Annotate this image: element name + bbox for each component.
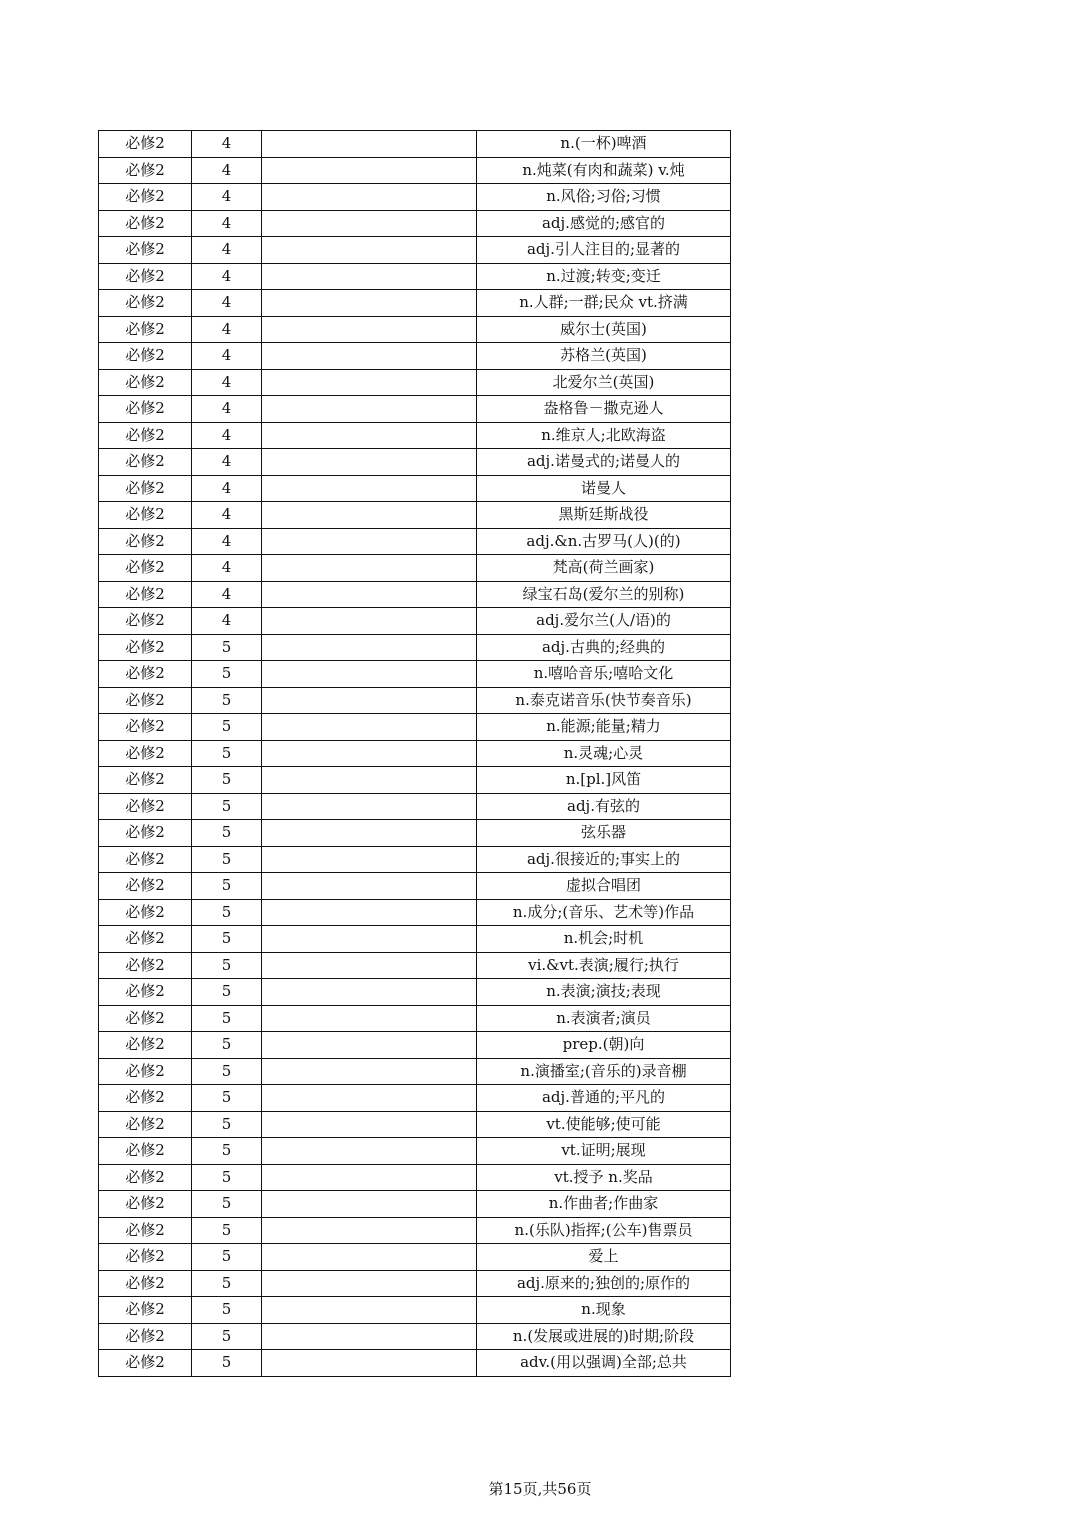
- module-cell: 必修2: [99, 899, 192, 926]
- module-cell: 必修2: [99, 422, 192, 449]
- unit-cell: 4: [192, 581, 262, 608]
- word-cell: [262, 793, 477, 820]
- meaning-cell: n.演播室;(音乐的)录音棚: [477, 1058, 731, 1085]
- meaning-cell: n.成分;(音乐、艺术等)作品: [477, 899, 731, 926]
- table-row: [99, 1350, 731, 1377]
- unit-cell: 4: [192, 131, 262, 158]
- unit-cell: 5: [192, 926, 262, 953]
- meaning-cell: adj.引人注目的;显著的: [477, 237, 731, 264]
- module-cell: 必修2: [99, 263, 192, 290]
- module-cell: 必修2: [99, 343, 192, 370]
- unit-cell: 4: [192, 237, 262, 264]
- unit-cell: 4: [192, 263, 262, 290]
- unit-cell: 5: [192, 1297, 262, 1324]
- module-cell: 必修2: [99, 396, 192, 423]
- module-cell: 必修2: [99, 846, 192, 873]
- word-cell: [262, 899, 477, 926]
- module-cell: 必修2: [99, 1032, 192, 1059]
- module-cell: 必修2: [99, 740, 192, 767]
- word-cell: [262, 502, 477, 529]
- table-row: [99, 316, 731, 343]
- module-cell: 必修2: [99, 502, 192, 529]
- meaning-cell: n.表演者;演员: [477, 1005, 731, 1032]
- unit-cell: 4: [192, 475, 262, 502]
- module-cell: 必修2: [99, 608, 192, 635]
- table-row: [99, 581, 731, 608]
- unit-cell: 4: [192, 608, 262, 635]
- meaning-cell: n.能源;能量;精力: [477, 714, 731, 741]
- unit-cell: 4: [192, 210, 262, 237]
- table-row: [99, 1297, 731, 1324]
- word-cell: [262, 157, 477, 184]
- meaning-cell: n.机会;时机: [477, 926, 731, 953]
- module-cell: 必修2: [99, 369, 192, 396]
- module-cell: 必修2: [99, 1297, 192, 1324]
- table-row: [99, 131, 731, 158]
- word-cell: [262, 1085, 477, 1112]
- word-cell: [262, 1217, 477, 1244]
- module-cell: 必修2: [99, 793, 192, 820]
- word-cell: [262, 740, 477, 767]
- table-row: [99, 1191, 731, 1218]
- word-cell: [262, 449, 477, 476]
- table-row: [99, 1323, 731, 1350]
- module-cell: 必修2: [99, 1217, 192, 1244]
- unit-cell: 4: [192, 369, 262, 396]
- meaning-cell: 北爱尔兰(英国): [477, 369, 731, 396]
- word-cell: [262, 528, 477, 555]
- word-cell: [262, 926, 477, 953]
- meaning-cell: vt.使能够;使可能: [477, 1111, 731, 1138]
- word-cell: [262, 475, 477, 502]
- meaning-cell: n.人群;一群;民众 vt.挤满: [477, 290, 731, 317]
- word-cell: [262, 1350, 477, 1377]
- word-cell: [262, 184, 477, 211]
- meaning-cell: n.过渡;转变;变迁: [477, 263, 731, 290]
- unit-cell: 4: [192, 396, 262, 423]
- table-row: [99, 1111, 731, 1138]
- meaning-cell: adj.很接近的;事实上的: [477, 846, 731, 873]
- meaning-cell: 盎格鲁－撒克逊人: [477, 396, 731, 423]
- module-cell: 必修2: [99, 926, 192, 953]
- meaning-cell: n.现象: [477, 1297, 731, 1324]
- vocabulary-table-body: [99, 131, 731, 1377]
- meaning-cell: n.表演;演技;表现: [477, 979, 731, 1006]
- unit-cell: 5: [192, 714, 262, 741]
- word-cell: [262, 316, 477, 343]
- module-cell: 必修2: [99, 1085, 192, 1112]
- unit-cell: 5: [192, 1350, 262, 1377]
- word-cell: [262, 634, 477, 661]
- vocabulary-table: [98, 130, 731, 1377]
- module-cell: 必修2: [99, 820, 192, 847]
- unit-cell: 5: [192, 952, 262, 979]
- unit-cell: 5: [192, 1032, 262, 1059]
- word-cell: [262, 1244, 477, 1271]
- table-row: [99, 475, 731, 502]
- word-cell: [262, 369, 477, 396]
- table-row: [99, 1244, 731, 1271]
- table-row: [99, 555, 731, 582]
- meaning-cell: n.(乐队)指挥;(公车)售票员: [477, 1217, 731, 1244]
- unit-cell: 5: [192, 687, 262, 714]
- module-cell: 必修2: [99, 475, 192, 502]
- unit-cell: 5: [192, 979, 262, 1006]
- meaning-cell: vi.&vt.表演;履行;执行: [477, 952, 731, 979]
- meaning-cell: adj.普通的;平凡的: [477, 1085, 731, 1112]
- table-row: [99, 873, 731, 900]
- module-cell: 必修2: [99, 1164, 192, 1191]
- meaning-cell: n.炖菜(有肉和蔬菜) v.炖: [477, 157, 731, 184]
- module-cell: 必修2: [99, 1111, 192, 1138]
- unit-cell: 4: [192, 555, 262, 582]
- table-row: [99, 687, 731, 714]
- meaning-cell: prep.(朝)向: [477, 1032, 731, 1059]
- meaning-cell: n.[pl.]风笛: [477, 767, 731, 794]
- table-row: [99, 263, 731, 290]
- unit-cell: 5: [192, 846, 262, 873]
- table-row: [99, 926, 731, 953]
- word-cell: [262, 1058, 477, 1085]
- meaning-cell: 虚拟合唱团: [477, 873, 731, 900]
- meaning-cell: 苏格兰(英国): [477, 343, 731, 370]
- unit-cell: 4: [192, 422, 262, 449]
- word-cell: [262, 846, 477, 873]
- meaning-cell: adj.古典的;经典的: [477, 634, 731, 661]
- meaning-cell: n.(一杯)啤酒: [477, 131, 731, 158]
- table-row: [99, 1085, 731, 1112]
- table-row: [99, 608, 731, 635]
- table-row: [99, 210, 731, 237]
- table-row: [99, 1164, 731, 1191]
- unit-cell: 5: [192, 1244, 262, 1271]
- word-cell: [262, 687, 477, 714]
- unit-cell: 5: [192, 820, 262, 847]
- word-cell: [262, 1005, 477, 1032]
- table-row: [99, 1138, 731, 1165]
- table-row: [99, 422, 731, 449]
- word-cell: [262, 1111, 477, 1138]
- page-number: 第15页,共56页: [488, 1480, 592, 1498]
- module-cell: 必修2: [99, 581, 192, 608]
- module-cell: 必修2: [99, 687, 192, 714]
- module-cell: 必修2: [99, 237, 192, 264]
- module-cell: 必修2: [99, 210, 192, 237]
- word-cell: [262, 343, 477, 370]
- unit-cell: 4: [192, 528, 262, 555]
- word-cell: [262, 608, 477, 635]
- meaning-cell: n.风俗;习俗;习惯: [477, 184, 731, 211]
- table-row: [99, 714, 731, 741]
- meaning-cell: n.泰克诺音乐(快节奏音乐): [477, 687, 731, 714]
- meaning-cell: vt.授予 n.奖品: [477, 1164, 731, 1191]
- word-cell: [262, 237, 477, 264]
- table-row: [99, 740, 731, 767]
- meaning-cell: 黑斯廷斯战役: [477, 502, 731, 529]
- word-cell: [262, 555, 477, 582]
- meaning-cell: 威尔士(英国): [477, 316, 731, 343]
- table-row: [99, 343, 731, 370]
- unit-cell: 5: [192, 1217, 262, 1244]
- meaning-cell: 绿宝石岛(爱尔兰的别称): [477, 581, 731, 608]
- module-cell: 必修2: [99, 290, 192, 317]
- word-cell: [262, 714, 477, 741]
- table-row: [99, 793, 731, 820]
- table-row: [99, 184, 731, 211]
- module-cell: 必修2: [99, 979, 192, 1006]
- unit-cell: 4: [192, 502, 262, 529]
- table-row: [99, 634, 731, 661]
- unit-cell: 5: [192, 634, 262, 661]
- table-row: [99, 237, 731, 264]
- unit-cell: 5: [192, 1270, 262, 1297]
- word-cell: [262, 210, 477, 237]
- module-cell: 必修2: [99, 449, 192, 476]
- word-cell: [262, 290, 477, 317]
- table-row: [99, 1005, 731, 1032]
- table-row: [99, 1032, 731, 1059]
- unit-cell: 4: [192, 184, 262, 211]
- word-cell: [262, 581, 477, 608]
- table-row: [99, 1217, 731, 1244]
- word-cell: [262, 422, 477, 449]
- meaning-cell: 爱上: [477, 1244, 731, 1271]
- meaning-cell: adj.&n.古罗马(人)(的): [477, 528, 731, 555]
- word-cell: [262, 952, 477, 979]
- unit-cell: 4: [192, 290, 262, 317]
- meaning-cell: adj.原来的;独创的;原作的: [477, 1270, 731, 1297]
- table-row: [99, 979, 731, 1006]
- word-cell: [262, 661, 477, 688]
- word-cell: [262, 1323, 477, 1350]
- table-row: [99, 767, 731, 794]
- module-cell: 必修2: [99, 873, 192, 900]
- unit-cell: 5: [192, 1164, 262, 1191]
- word-cell: [262, 396, 477, 423]
- unit-cell: 5: [192, 740, 262, 767]
- unit-cell: 5: [192, 1323, 262, 1350]
- word-cell: [262, 1191, 477, 1218]
- word-cell: [262, 263, 477, 290]
- table-row: [99, 1270, 731, 1297]
- meaning-cell: 梵高(荷兰画家): [477, 555, 731, 582]
- table-row: [99, 899, 731, 926]
- unit-cell: 5: [192, 1058, 262, 1085]
- module-cell: 必修2: [99, 661, 192, 688]
- module-cell: 必修2: [99, 184, 192, 211]
- table-row: [99, 449, 731, 476]
- word-cell: [262, 1164, 477, 1191]
- module-cell: 必修2: [99, 952, 192, 979]
- word-cell: [262, 820, 477, 847]
- unit-cell: 5: [192, 793, 262, 820]
- table-row: [99, 846, 731, 873]
- table-row: [99, 661, 731, 688]
- meaning-cell: adj.诺曼式的;诺曼人的: [477, 449, 731, 476]
- module-cell: 必修2: [99, 528, 192, 555]
- word-cell: [262, 979, 477, 1006]
- module-cell: 必修2: [99, 1244, 192, 1271]
- word-cell: [262, 1270, 477, 1297]
- module-cell: 必修2: [99, 1005, 192, 1032]
- table-row: [99, 157, 731, 184]
- unit-cell: 5: [192, 1138, 262, 1165]
- module-cell: 必修2: [99, 767, 192, 794]
- vocabulary-sheet: [98, 130, 730, 1377]
- unit-cell: 4: [192, 449, 262, 476]
- word-cell: [262, 1297, 477, 1324]
- meaning-cell: 诺曼人: [477, 475, 731, 502]
- table-row: [99, 369, 731, 396]
- unit-cell: 5: [192, 1085, 262, 1112]
- module-cell: 必修2: [99, 714, 192, 741]
- unit-cell: 5: [192, 873, 262, 900]
- meaning-cell: n.灵魂;心灵: [477, 740, 731, 767]
- table-row: [99, 396, 731, 423]
- word-cell: [262, 131, 477, 158]
- unit-cell: 5: [192, 767, 262, 794]
- meaning-cell: adj.有弦的: [477, 793, 731, 820]
- module-cell: 必修2: [99, 316, 192, 343]
- table-row: [99, 528, 731, 555]
- word-cell: [262, 1032, 477, 1059]
- module-cell: 必修2: [99, 1323, 192, 1350]
- unit-cell: 5: [192, 899, 262, 926]
- module-cell: 必修2: [99, 157, 192, 184]
- meaning-cell: n.(发展或进展的)时期;阶段: [477, 1323, 731, 1350]
- unit-cell: 4: [192, 316, 262, 343]
- module-cell: 必修2: [99, 1350, 192, 1377]
- meaning-cell: n.作曲者;作曲家: [477, 1191, 731, 1218]
- unit-cell: 5: [192, 661, 262, 688]
- module-cell: 必修2: [99, 634, 192, 661]
- module-cell: 必修2: [99, 1058, 192, 1085]
- meaning-cell: n.维京人;北欧海盗: [477, 422, 731, 449]
- word-cell: [262, 873, 477, 900]
- unit-cell: 5: [192, 1191, 262, 1218]
- unit-cell: 4: [192, 343, 262, 370]
- table-row: [99, 290, 731, 317]
- module-cell: 必修2: [99, 131, 192, 158]
- word-cell: [262, 767, 477, 794]
- meaning-cell: adj.爱尔兰(人/语)的: [477, 608, 731, 635]
- meaning-cell: 弦乐器: [477, 820, 731, 847]
- table-row: [99, 952, 731, 979]
- table-row: [99, 820, 731, 847]
- table-row: [99, 502, 731, 529]
- table-row: [99, 1058, 731, 1085]
- module-cell: 必修2: [99, 1138, 192, 1165]
- module-cell: 必修2: [99, 555, 192, 582]
- meaning-cell: vt.证明;展现: [477, 1138, 731, 1165]
- unit-cell: 4: [192, 157, 262, 184]
- meaning-cell: adj.感觉的;感官的: [477, 210, 731, 237]
- meaning-cell: n.嘻哈音乐;嘻哈文化: [477, 661, 731, 688]
- word-cell: [262, 1138, 477, 1165]
- meaning-cell: adv.(用以强调)全部;总共: [477, 1350, 731, 1377]
- unit-cell: 5: [192, 1005, 262, 1032]
- unit-cell: 5: [192, 1111, 262, 1138]
- module-cell: 必修2: [99, 1191, 192, 1218]
- module-cell: 必修2: [99, 1270, 192, 1297]
